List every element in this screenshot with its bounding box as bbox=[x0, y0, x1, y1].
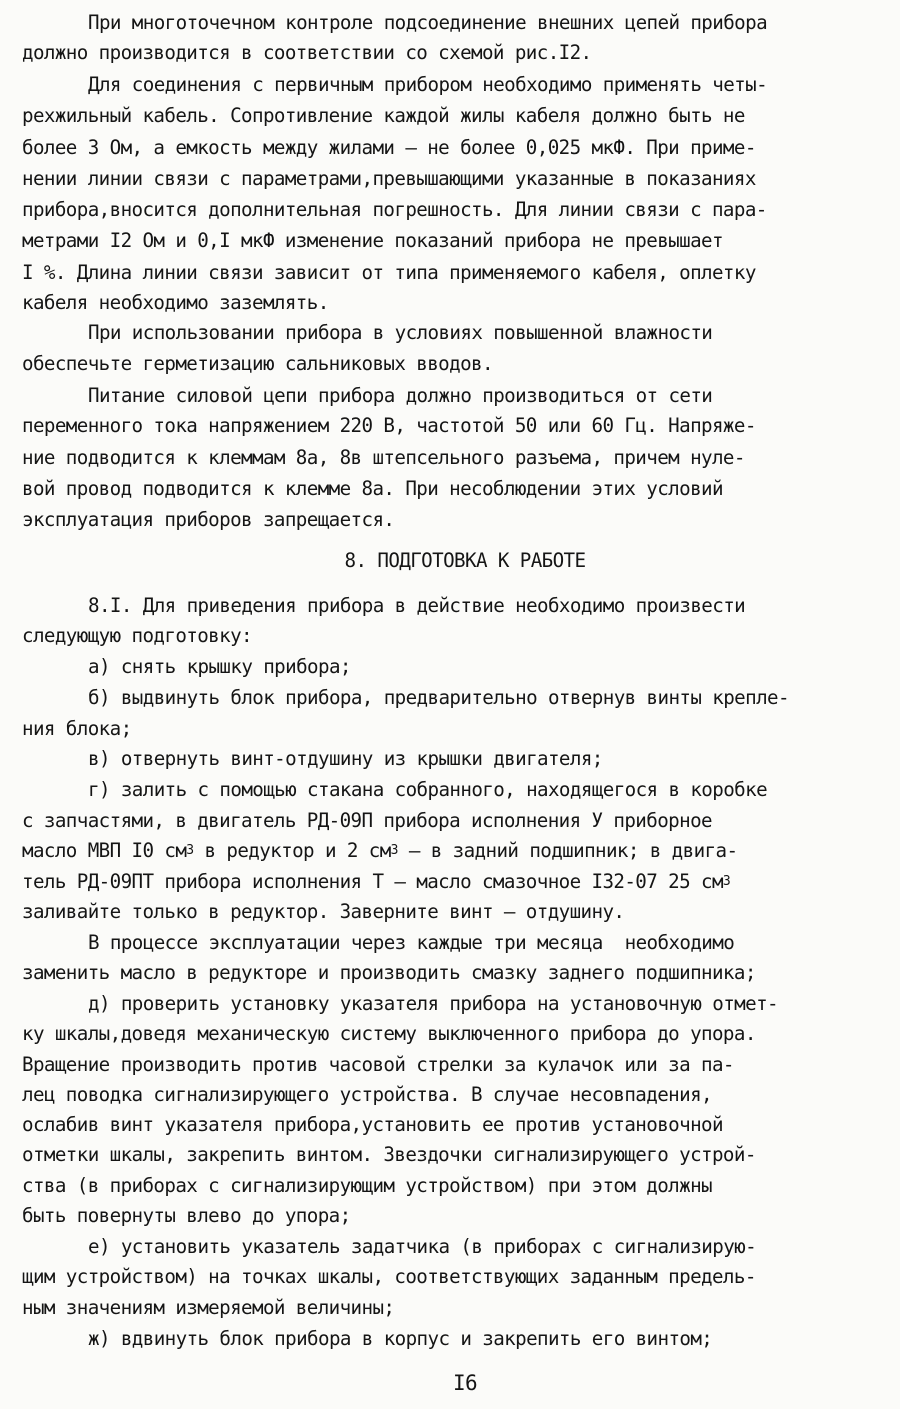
line-text: должно производится в соответствии со схемой рис.I2. bbox=[22, 41, 592, 64]
line-text: метрами I2 Ом и 0,I мкФ изменение показаний прибора не превышает bbox=[22, 229, 723, 252]
text-line bbox=[88, 318, 712, 348]
line-text: отметки шкалы, закрепить винтом. Звездочки сигнализирующего устрой- bbox=[22, 1143, 756, 1166]
text-line bbox=[22, 133, 756, 163]
text-line bbox=[22, 897, 624, 927]
text-line bbox=[22, 621, 252, 651]
line-text: ж) вдвинуть блок прибора в корпус и закрепить его винтом; bbox=[88, 1327, 713, 1350]
line-text: следующую подготовку: bbox=[22, 624, 252, 647]
text-line bbox=[22, 443, 745, 473]
line-text: прибора,вносится дополнительная погрешность. Для линии связи с пара- bbox=[22, 198, 767, 221]
line-text: б) выдвинуть блок прибора, предварительно отвернув винты крепле- bbox=[88, 686, 789, 709]
text-line bbox=[22, 836, 737, 866]
line-text: При многоточечном контроле подсоединение внешних цепей прибора bbox=[88, 11, 768, 34]
line-text: г) залить с помощью стакана собранного, находящегося в коробке bbox=[88, 778, 768, 801]
text-line bbox=[88, 381, 712, 411]
text-line bbox=[22, 1293, 394, 1323]
line-text: 8.I. Для приведения прибора в действие необходимо произвести bbox=[88, 594, 746, 617]
text-line bbox=[22, 1262, 756, 1292]
line-text: рехжильный кабель. Сопротивление каждой жилы кабеля должно быть не bbox=[22, 104, 745, 127]
text-line bbox=[88, 1232, 756, 1262]
text-line bbox=[22, 164, 756, 194]
text-line bbox=[22, 806, 712, 836]
text-line bbox=[22, 101, 745, 131]
superscript: 3 bbox=[722, 874, 731, 889]
text-line bbox=[22, 195, 767, 225]
text-line bbox=[22, 958, 756, 988]
line-text: I %. Длина линии связи зависит от типа применяемого кабеля, оплетку bbox=[22, 261, 756, 284]
line-text: В процессе эксплуатации через каждые три месяца необходимо bbox=[88, 931, 735, 954]
text-line bbox=[22, 288, 329, 318]
text-line bbox=[22, 1080, 712, 1110]
text-line bbox=[22, 1019, 756, 1049]
line-text: При использовании прибора в условиях повышенной влажности bbox=[88, 321, 713, 344]
text-line bbox=[22, 349, 493, 379]
text-line bbox=[88, 683, 789, 713]
text-line bbox=[88, 8, 767, 38]
line-text: лец поводка сигнализирующего устройства. В случае несовпадения, bbox=[22, 1083, 712, 1106]
line-text: быть повернуты влево до упора; bbox=[22, 1204, 351, 1227]
line-text: е) установить указатель задатчика (в приборах с сигнализирую- bbox=[88, 1235, 757, 1258]
text-line bbox=[22, 867, 730, 897]
line-text: – в задний подшипник; в двига- bbox=[397, 839, 738, 862]
line-text: обеспечьте герметизацию сальниковых вводов. bbox=[22, 352, 493, 375]
line-text: нении линии связи с параметрами,превышающими указанные в показаниях bbox=[22, 167, 756, 190]
line-text: Питание силовой цепи прибора должно производиться от сети bbox=[88, 384, 713, 407]
line-text: ния блока; bbox=[22, 717, 132, 740]
text-line bbox=[88, 1324, 712, 1354]
text-line bbox=[22, 1110, 723, 1140]
line-text: переменного тока напряжением 220 В, частотой 50 или 60 Гц. Напряже- bbox=[22, 414, 756, 437]
line-text: ку шкалы,доведя механическую систему выключенного прибора до упора. bbox=[22, 1022, 756, 1045]
text-line bbox=[22, 1171, 712, 1201]
line-text: д) проверить установку указателя прибора на установочную отмет- bbox=[88, 992, 778, 1015]
line-text: с запчастями, в двигатель РД-09П прибора исполнения У приборное bbox=[22, 809, 712, 832]
line-text: Для соединения с первичным прибором необходимо применять четы- bbox=[88, 73, 768, 96]
section-heading: 8. ПОДГОТОВКА К РАБОТЕ bbox=[344, 549, 586, 572]
line-text: ослабив винт указателя прибора,установить ее против установочной bbox=[22, 1113, 723, 1136]
text-line bbox=[22, 258, 756, 288]
line-text: масло МВП I0 см bbox=[22, 839, 187, 862]
line-text: ным значениям измеряемой величины; bbox=[22, 1296, 395, 1319]
text-line bbox=[88, 928, 734, 958]
line-text: а) снять крышку прибора; bbox=[88, 655, 351, 678]
superscript: 3 bbox=[390, 843, 398, 858]
line-text: вой провод подводится к клемме 8а. При несоблюдении этих условий bbox=[22, 477, 723, 500]
line-text: заливайте только в редуктор. Заверните винт – отдушину. bbox=[22, 900, 625, 923]
text-line bbox=[88, 744, 603, 774]
line-text: тель РД-09ПТ прибора исполнения Т – масло смазочное I32-07 25 см bbox=[22, 870, 723, 893]
line-text: ние подводится к клеммам 8а, 8в штепсельного разъема, причем нуле- bbox=[22, 446, 745, 469]
superscript: 3 bbox=[186, 843, 194, 858]
text-line bbox=[22, 714, 132, 744]
line-text: ства (в приборах с сигнализирующим устройством) при этом должны bbox=[22, 1174, 712, 1197]
line-text: заменить масло в редукторе и производить смазку заднего подшипника; bbox=[22, 961, 756, 984]
text-line bbox=[88, 775, 767, 805]
line-text: эксплуатация приборов запрещается. bbox=[22, 508, 395, 531]
line-text: щим устройством) на точках шкалы, соответствующих заданным предель- bbox=[22, 1265, 756, 1288]
text-line bbox=[88, 591, 745, 621]
text-line bbox=[88, 70, 767, 100]
page-number: I6 bbox=[452, 1371, 478, 1395]
text-line bbox=[22, 1201, 351, 1231]
text-line bbox=[22, 505, 394, 535]
text-line bbox=[22, 411, 756, 441]
line-text: кабеля необходимо заземлять. bbox=[22, 291, 329, 314]
line-text: более 3 Ом, а емкость между жилами – не более 0,025 мкФ. При приме- bbox=[22, 136, 756, 159]
text-line bbox=[22, 38, 592, 68]
text-line bbox=[88, 989, 778, 1019]
text-line bbox=[22, 1050, 734, 1080]
line-text: в) отвернуть винт-отдушину из крышки двигателя; bbox=[88, 747, 603, 770]
text-line bbox=[22, 474, 723, 504]
line-text: Вращение производить против часовой стрелки за кулачок или за па- bbox=[22, 1053, 734, 1076]
line-text: в редуктор и 2 см bbox=[193, 839, 391, 862]
text-line bbox=[22, 226, 723, 256]
text-line bbox=[22, 1140, 756, 1170]
text-line bbox=[88, 652, 351, 682]
